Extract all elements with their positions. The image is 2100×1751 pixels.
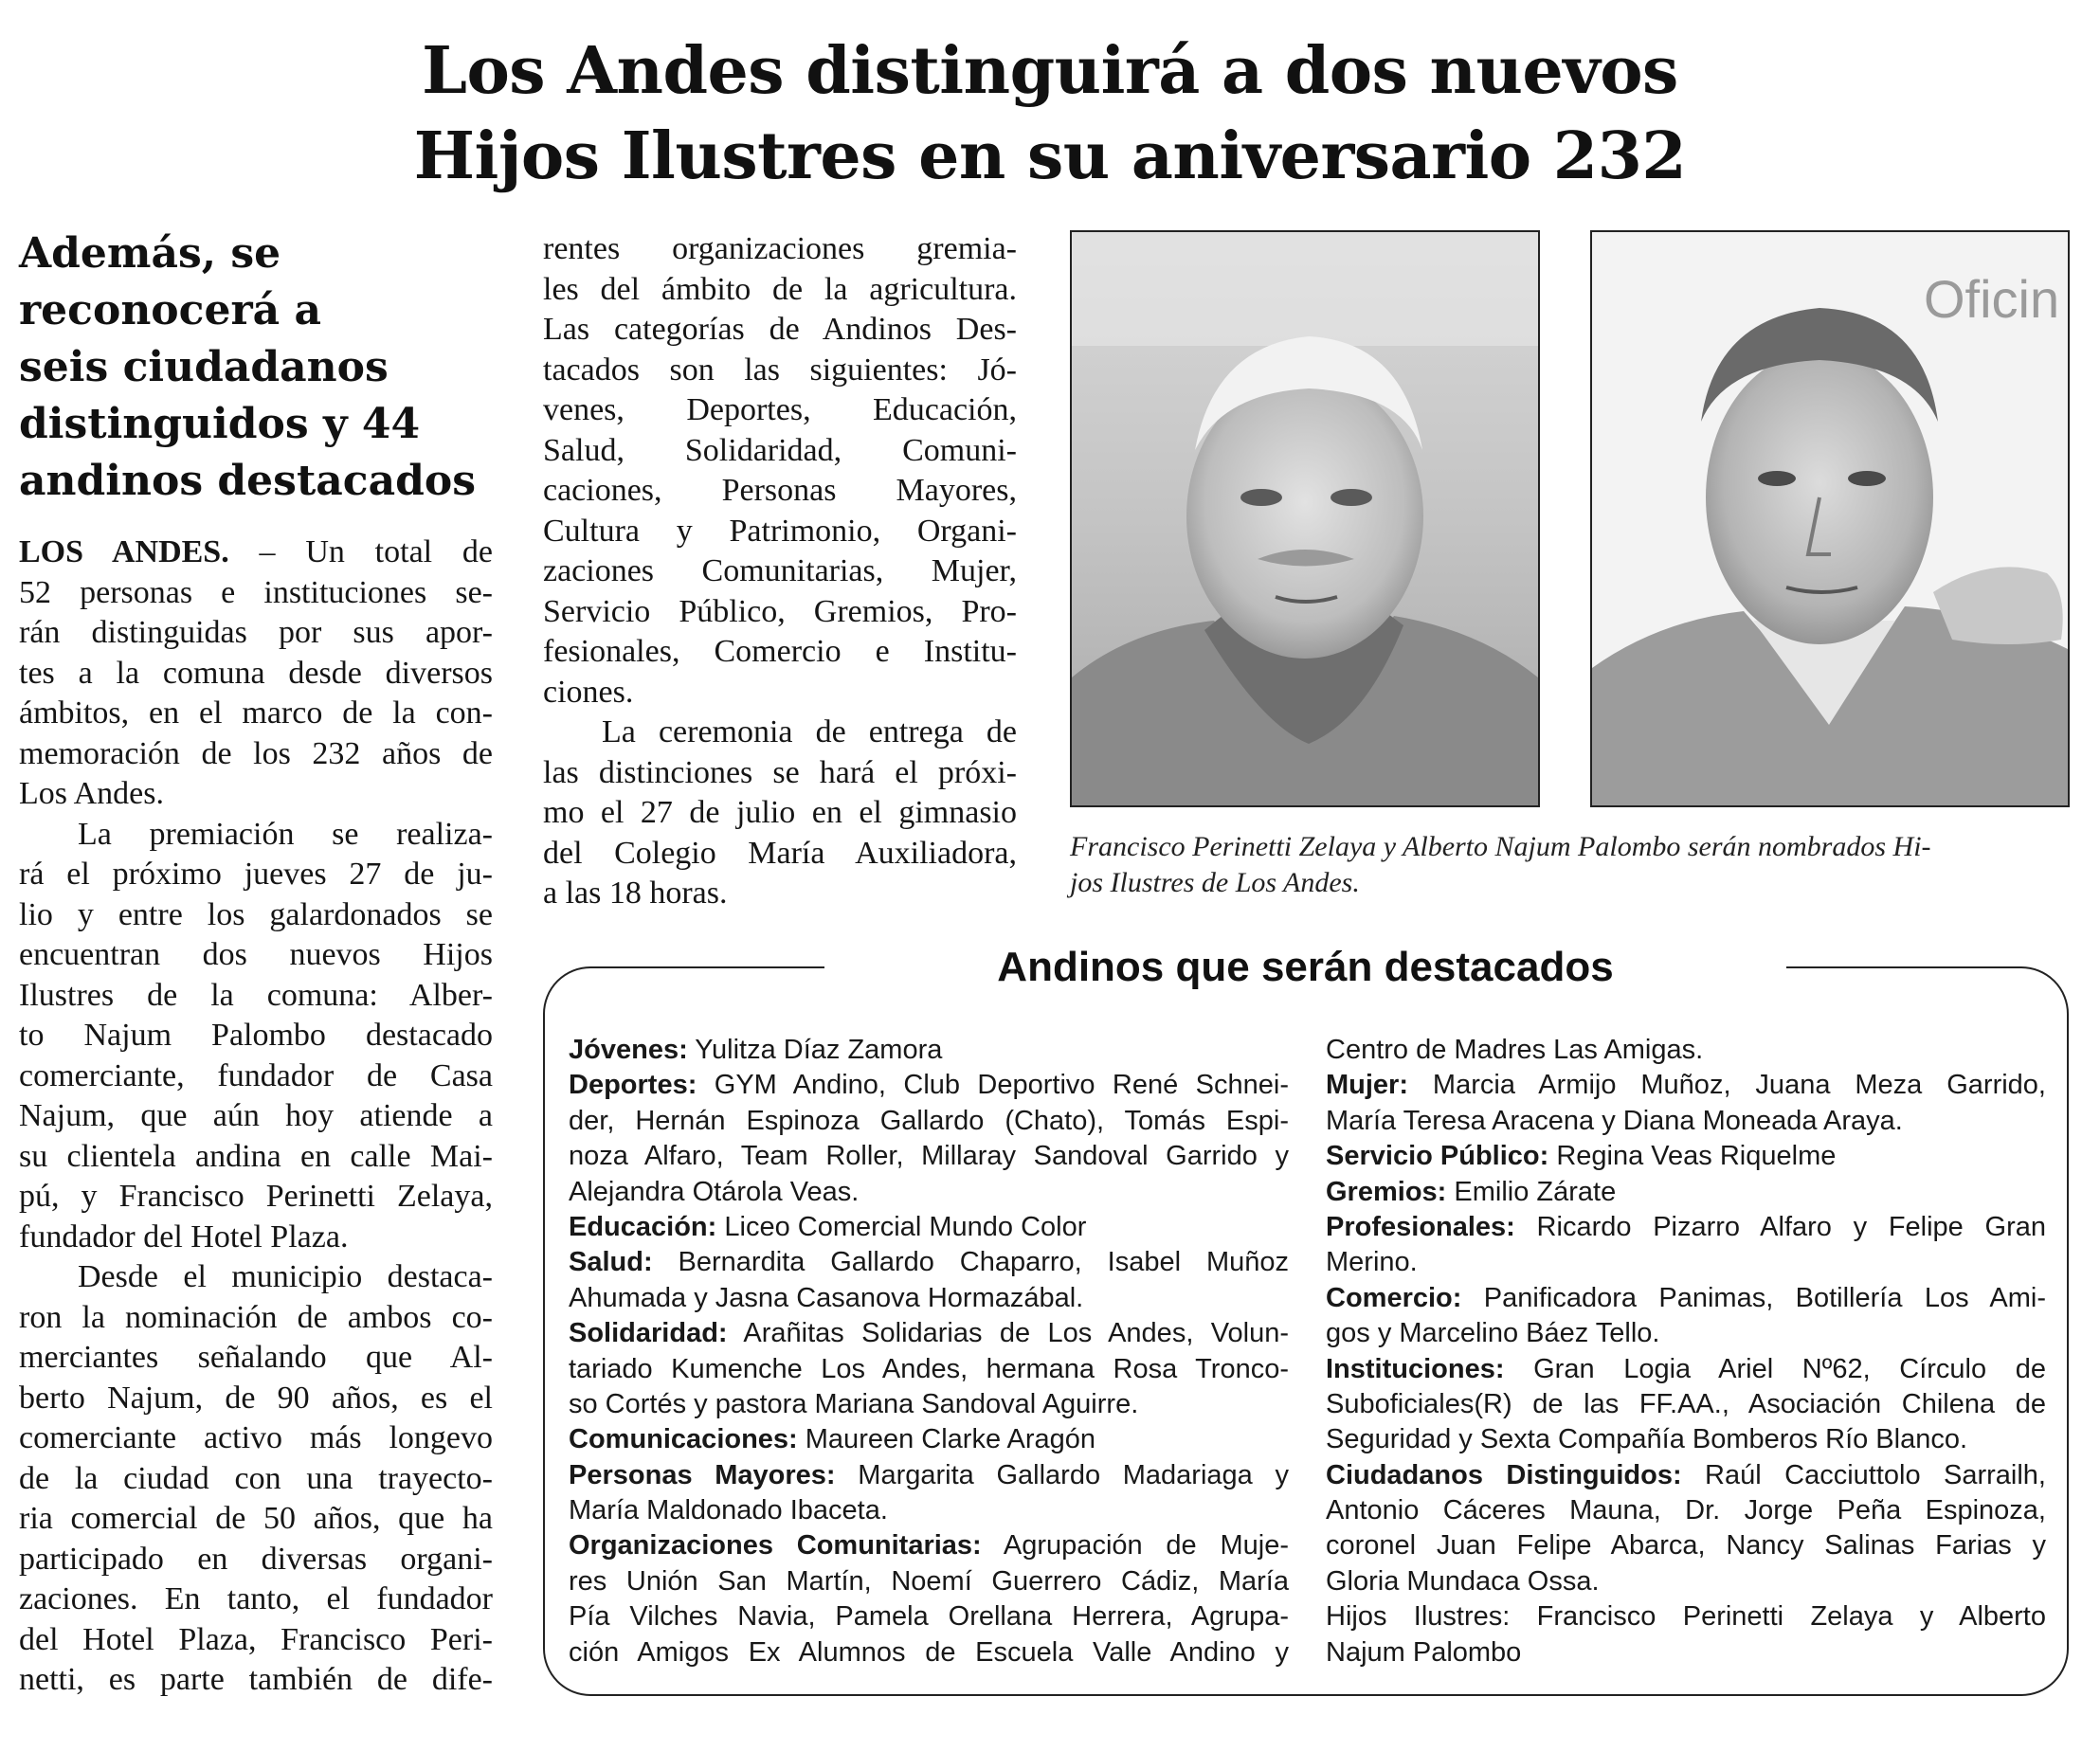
- article-text: rentes organizaciones gremia-: [543, 231, 1017, 266]
- category-entries: María Teresa Aracena y Diana Moneada Araya.: [1326, 1105, 1903, 1136]
- list-line: [569, 1033, 1289, 1068]
- article-text: encuentran dos nuevos Hijos: [19, 937, 493, 972]
- article-line: [543, 270, 1017, 311]
- article-text: Salud, Solidaridad, Comuni-: [543, 432, 1017, 468]
- article-line: [19, 1137, 493, 1178]
- article-line: [543, 673, 1017, 713]
- subheadline-line: andinos destacados: [19, 457, 476, 505]
- article-text: fesionales, Comercio e Institu-: [543, 634, 1017, 669]
- list-column-left: [569, 1033, 1289, 1670]
- list-line: [1326, 1033, 2046, 1068]
- subheadline: [19, 226, 512, 510]
- list-line: [1326, 1139, 2046, 1174]
- article-line: [19, 976, 493, 1017]
- article-text: Ilustres de la comuna: Alber-: [19, 977, 493, 1013]
- article-text: Cultura y Patrimonio, Organi-: [543, 513, 1017, 549]
- article-line: [19, 1298, 493, 1339]
- list-line: [1326, 1528, 2046, 1563]
- list-line: [569, 1352, 1289, 1387]
- category-entries: tariado Kumenche Los Andes, hermana Rosa Tronco-: [569, 1353, 1289, 1384]
- list-line: [1326, 1564, 2046, 1599]
- article-text: La premiación se realiza-: [78, 816, 493, 852]
- list-line: [569, 1493, 1289, 1528]
- photo-francisco-perinetti: [1070, 230, 1540, 807]
- category-entries: Emilio Zárate: [1446, 1176, 1617, 1207]
- category-entries: Yulitza Díaz Zamora: [687, 1035, 943, 1065]
- article-line: [543, 834, 1017, 875]
- list-line: [1326, 1387, 2046, 1422]
- dateline: LOS ANDES.: [19, 534, 229, 569]
- list-line: [1326, 1458, 2046, 1493]
- article-line: [19, 1418, 493, 1459]
- article-text: ron la nominación de ambos co-: [19, 1299, 493, 1335]
- article-text: berto Najum, de 90 años, es el: [19, 1380, 493, 1416]
- article-text: caciones, Personas Mayores,: [543, 473, 1017, 508]
- article-text: Los Andes.: [19, 776, 164, 811]
- article-text: de la ciudad con una trayecto-: [19, 1460, 493, 1496]
- category-entries: so Cortés y pastora Mariana Sandoval Aguirre.: [569, 1388, 1139, 1419]
- article-line: [543, 713, 1017, 753]
- article-text: a las 18 horas.: [543, 876, 728, 911]
- category-entries: Liceo Comercial Mundo Color: [716, 1211, 1087, 1242]
- list-line: [569, 1599, 1289, 1634]
- article-text: ria comercial de 50 años, que ha: [19, 1501, 493, 1536]
- category-entries: Maureen Clarke Aragón: [797, 1424, 1096, 1455]
- article-line: [543, 390, 1017, 431]
- category-entries: Agrupación de Muje-: [981, 1530, 1289, 1561]
- list-line: [569, 1422, 1289, 1457]
- article-line: [19, 1096, 493, 1137]
- photo-alberto-najum: [1590, 230, 2070, 807]
- article-line: [19, 1499, 493, 1540]
- photo-sign-text: Oficin: [1924, 269, 2060, 329]
- article-line: [19, 1459, 493, 1500]
- list-line: [569, 1210, 1289, 1245]
- list-line: [569, 1281, 1289, 1316]
- category-entries: der, Hernán Espinoza Gallardo (Chato), Tomás Espi-: [569, 1105, 1289, 1136]
- article-line: [19, 815, 493, 856]
- article-line: [543, 793, 1017, 834]
- article-text: to Najum Palombo destacado: [19, 1018, 493, 1053]
- article-text: La ceremonia de entrega de: [602, 714, 1017, 749]
- article-line: [19, 533, 493, 573]
- article-text: fundador del Hotel Plaza.: [19, 1218, 349, 1255]
- list-line: [569, 1139, 1289, 1174]
- subheadline-line: Además, se: [19, 229, 281, 278]
- article-text: ámbitos, en el marco de la con-: [19, 695, 493, 731]
- list-line: [1326, 1068, 2046, 1103]
- category-entries: Ahumada y Jasna Casanova Hormazábal.: [569, 1282, 1084, 1313]
- article-text: comerciante, fundador de Casa: [19, 1057, 493, 1093]
- category-entries: Regina Veas Riquelme: [1548, 1141, 1837, 1172]
- article-line: [543, 229, 1017, 270]
- article-line: [19, 1580, 493, 1620]
- category-label: Personas Mayores:: [569, 1459, 836, 1490]
- photo-caption: [1070, 829, 2074, 901]
- category-entries: Merino.: [1326, 1247, 1418, 1278]
- article-text: netti, es parte también de dife-: [19, 1662, 493, 1697]
- list-line: [569, 1564, 1289, 1599]
- article-line: [19, 1660, 493, 1701]
- article-line: [543, 753, 1017, 794]
- category-entries: Margarita Gallardo Madariaga y: [835, 1459, 1289, 1490]
- article-line: [543, 471, 1017, 512]
- article-line: [19, 734, 493, 775]
- category-entries: Centro de Madres Las Amigas.: [1326, 1035, 1704, 1065]
- list-line: [1326, 1635, 2046, 1670]
- category-entries: GYM Andino, Club Deportivo René Schnei-: [697, 1070, 1289, 1101]
- article-line: [19, 573, 493, 614]
- article-text: memoración de los 232 años de: [19, 735, 493, 771]
- list-line: [1326, 1281, 2046, 1316]
- category-label: Comercio:: [1326, 1282, 1462, 1313]
- article-line: [19, 1338, 493, 1379]
- article-line: [543, 874, 1017, 914]
- article-text: pú, y Francisco Perinetti Zelaya,: [19, 1179, 493, 1214]
- caption-line: jos Ilustres de Los Andes.: [1070, 867, 1360, 898]
- category-entries: coronel Juan Felipe Abarca, Nancy Salinas Farias y: [1326, 1530, 2046, 1561]
- article-text: Las categorías de Andinos Des-: [543, 312, 1017, 347]
- category-entries: Suboficiales(R) de las FF.AA., Asociación Chilena de: [1326, 1388, 2046, 1419]
- category-label: Gremios:: [1326, 1176, 1447, 1207]
- category-label: Servicio Público:: [1326, 1141, 1549, 1172]
- category-entries: Gloria Mundaca Ossa.: [1326, 1565, 1600, 1597]
- list-line: [1326, 1422, 2046, 1457]
- category-label: Jóvenes:: [569, 1035, 688, 1065]
- article-text: participado en diversas organi-: [19, 1541, 493, 1577]
- article-line: [19, 774, 493, 815]
- category-label: Profesionales:: [1326, 1211, 1515, 1242]
- article-text: rán distinguidas por sus apor-: [19, 615, 493, 650]
- category-label: Deportes:: [569, 1070, 697, 1101]
- subheadline-line: seis ciudadanos: [19, 343, 389, 391]
- list-line: [569, 1245, 1289, 1280]
- article-text: venes, Deportes, Educación,: [543, 392, 1017, 427]
- category-entries: Marcia Armijo Muñoz, Juana Meza Garrido,: [1408, 1070, 2046, 1101]
- list-line: [1326, 1599, 2046, 1634]
- article-text: su clientela andina en calle Mai-: [19, 1138, 493, 1174]
- list-line: [569, 1387, 1289, 1422]
- article-line: [19, 1379, 493, 1419]
- article-text: merciantes señalando que Al-: [19, 1340, 493, 1375]
- caption-line: Francisco Perinetti Zelaya y Alberto Najum Palombo serán nombrados Hi-: [1070, 831, 1931, 862]
- category-entries: Arañitas Solidarias de Los Andes, Volun-: [727, 1318, 1289, 1349]
- article-line: [19, 1257, 493, 1298]
- article-text: del Colegio María Auxiliadora,: [543, 835, 1017, 871]
- list-line: [569, 1528, 1289, 1563]
- article-text: Servicio Público, Gremios, Pro-: [543, 593, 1017, 629]
- article-line: [543, 632, 1017, 673]
- article-line: [19, 654, 493, 695]
- subheadline-line: reconocerá a: [19, 286, 321, 334]
- article-line: [543, 351, 1017, 391]
- article-text: las distinciones se hará el próxi-: [543, 754, 1017, 790]
- article-line: [19, 613, 493, 654]
- article-line: [19, 855, 493, 895]
- article-line: [543, 512, 1017, 552]
- category-label: Educación:: [569, 1211, 717, 1242]
- article-line: [543, 431, 1017, 472]
- category-entries: Pía Vilches Navia, Pamela Orellana Herrera, Agrupa-: [569, 1601, 1289, 1633]
- category-entries: ción Amigos Ex Alumnos de Escuela Valle Andino y: [569, 1636, 1289, 1668]
- category-entries: Bernardita Gallardo Chaparro, Isabel Muñoz: [652, 1247, 1289, 1278]
- category-entries: Ricardo Pizarro Alfaro y Felipe Gran: [1514, 1211, 2046, 1242]
- category-entries: Hijos Ilustres: Francisco Perinetti Zelaya y Alberto: [1326, 1601, 2046, 1633]
- category-label: Salud:: [569, 1247, 653, 1278]
- list-line: [569, 1635, 1289, 1670]
- article-text: Desde el municipio destaca-: [78, 1259, 493, 1294]
- list-line: [569, 1068, 1289, 1103]
- list-line: [569, 1175, 1289, 1210]
- article-text: rá el próximo jueves 27 de ju-: [19, 857, 493, 892]
- list-column-right: [1326, 1033, 2046, 1670]
- category-label: Organizaciones Comunitarias:: [569, 1530, 982, 1561]
- article-line: [543, 592, 1017, 633]
- list-line: [1326, 1175, 2046, 1210]
- list-line: [569, 1316, 1289, 1351]
- article-text: mo el 27 de julio en el gimnasio: [543, 795, 1017, 830]
- category-entries: Najum Palombo: [1326, 1636, 1522, 1668]
- article-text: zaciones. En tanto, el fundador: [19, 1581, 493, 1616]
- article-text: Najum, que aún hoy atiende a: [19, 1098, 493, 1133]
- category-entries: gos y Marcelino Báez Tello.: [1326, 1318, 1660, 1349]
- list-line: [1326, 1245, 2046, 1280]
- article-line: [19, 935, 493, 976]
- article-line: [19, 1540, 493, 1580]
- article-column-1: [19, 533, 493, 1701]
- article-text: Un total de: [305, 534, 494, 569]
- article-text: ciones.: [543, 674, 634, 710]
- subheadline-line: distinguidos y 44: [19, 400, 421, 448]
- article-line: [19, 1016, 493, 1056]
- article-line: [19, 1056, 493, 1097]
- category-label: Solidaridad:: [569, 1318, 728, 1349]
- category-entries: Raúl Cacciuttolo Sarrailh,: [1681, 1459, 2046, 1490]
- article-text: zaciones Comunitarias, Mujer,: [543, 553, 1017, 588]
- article-line: [543, 310, 1017, 351]
- category-label: Ciudadanos Distinguidos:: [1326, 1459, 1682, 1490]
- category-entries: Gran Logia Ariel Nº62, Círculo de: [1504, 1353, 2046, 1384]
- list-line: [1326, 1316, 2046, 1351]
- article-text: tacados son las siguientes: Jó-: [543, 352, 1017, 388]
- list-line: [1326, 1210, 2046, 1245]
- article-column-2: [543, 229, 1017, 914]
- box-title: Andinos que serán destacados: [824, 939, 1786, 996]
- article-line: [19, 694, 493, 734]
- article-line: [19, 1177, 493, 1218]
- article-text: del Hotel Plaza, Francisco Peri-: [19, 1621, 493, 1657]
- dateline-separator: –: [228, 534, 306, 569]
- article-text: tes a la comuna desde diversos: [19, 655, 493, 691]
- article-text: comerciante activo más longevo: [19, 1420, 493, 1455]
- list-line: [1326, 1104, 2046, 1139]
- category-label: Mujer:: [1326, 1070, 1408, 1101]
- article-text: 52 personas e instituciones se-: [19, 574, 493, 610]
- category-entries: Seguridad y Sexta Compañía Bomberos Río Blanco.: [1326, 1424, 1968, 1455]
- category-entries: María Maldonado Ibaceta.: [569, 1495, 888, 1526]
- category-entries: res Unión San Martín, Noemí Guerrero Cádiz, María: [569, 1565, 1289, 1597]
- article-line: [543, 551, 1017, 592]
- category-entries: Panificadora Panimas, Botillería Los Ami-: [1461, 1282, 2046, 1313]
- article-line: [19, 1620, 493, 1661]
- list-line: [569, 1458, 1289, 1493]
- list-line: [1326, 1352, 2046, 1387]
- category-entries: Alejandra Otárola Veas.: [569, 1176, 860, 1207]
- headline: [0, 28, 2100, 199]
- category-label: Comunicaciones:: [569, 1424, 798, 1455]
- category-label: Instituciones:: [1326, 1353, 1505, 1384]
- headline-line-1: Los Andes distinguirá a dos nuevos: [422, 33, 1678, 109]
- headline-line-2: Hijos Ilustres en su aniversario 232: [413, 118, 1687, 194]
- list-line: [569, 1104, 1289, 1139]
- article-line: [19, 1218, 493, 1258]
- category-entries: noza Alfaro, Team Roller, Millaray Sandoval Garrido y: [569, 1141, 1289, 1172]
- article-line: [19, 895, 493, 936]
- category-entries: Antonio Cáceres Mauna, Dr. Jorge Peña Espinoza,: [1326, 1495, 2046, 1526]
- article-text: lio y entre los galardonados se: [19, 896, 493, 932]
- list-line: [1326, 1493, 2046, 1528]
- article-text: les del ámbito de la agricultura.: [543, 271, 1017, 307]
